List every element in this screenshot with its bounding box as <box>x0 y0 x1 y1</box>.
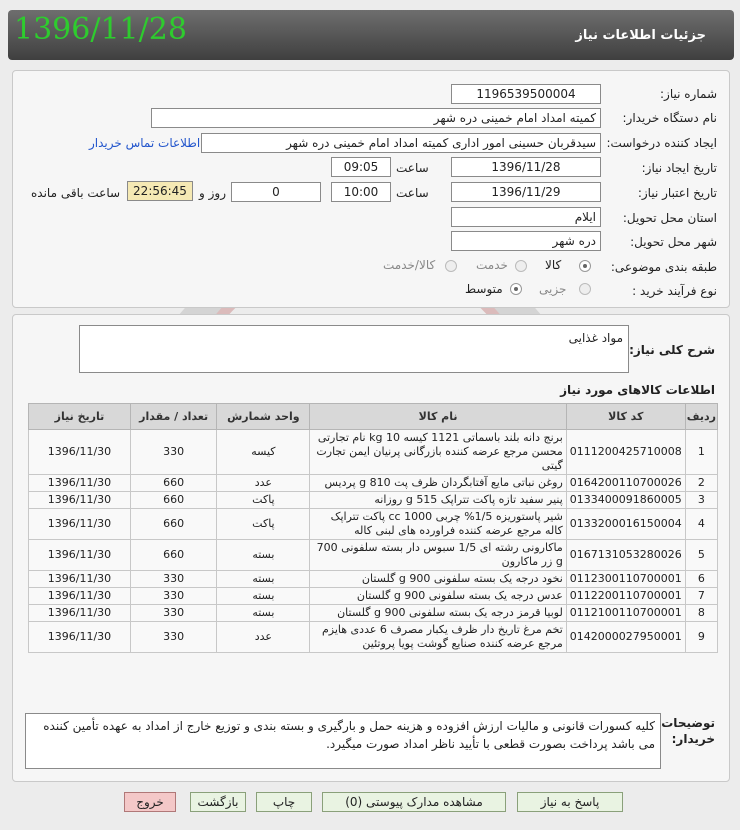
cell-row: 9 <box>685 622 717 653</box>
purchase-radio-minor[interactable] <box>579 283 591 295</box>
cell-code: 0112100110700001 <box>566 605 685 622</box>
cell-qty: 660 <box>130 509 217 540</box>
buyer-org-field: کمیته امداد امام خمینی دره شهر <box>151 108 601 128</box>
cell-qty: 330 <box>130 588 217 605</box>
cell-date: 1396/11/30 <box>29 430 131 475</box>
cell-unit: بسته <box>217 571 310 588</box>
cell-code: 0167131053280026 <box>566 540 685 571</box>
cell-row: 1 <box>685 430 717 475</box>
cell-qty: 330 <box>130 605 217 622</box>
need-info-panel <box>12 70 730 308</box>
created-time-field: 09:05 <box>331 157 391 177</box>
category-option-service: خدمت <box>476 258 508 272</box>
exit-button[interactable]: خروج <box>124 792 176 812</box>
cell-date: 1396/11/30 <box>29 605 131 622</box>
print-button[interactable]: چاپ <box>256 792 312 812</box>
cell-date: 1396/11/30 <box>29 509 131 540</box>
cell-code: 0142000027950001 <box>566 622 685 653</box>
province-label: استان محل تحویل: <box>622 211 717 225</box>
cell-unit: پاکت <box>217 492 310 509</box>
cell-name: برنج دانه بلند باسماتی 1121 کیسه 10 kg نام تجارتی محسن مرجع عرضه کننده بازرگانی پرنیان ایمن تجارت گیتی <box>310 430 566 475</box>
cell-qty: 660 <box>130 492 217 509</box>
table-row <box>29 492 718 509</box>
table-row <box>29 540 718 571</box>
created-date-field: 1396/11/28 <box>451 157 601 177</box>
category-option-goods: کالا <box>545 258 562 272</box>
buyer-contact-link[interactable]: اطلاعات تماس خریدار <box>89 136 201 150</box>
col-qty: تعداد / مقدار <box>130 404 217 430</box>
cell-row: 7 <box>685 588 717 605</box>
col-unit: واحد شمارش <box>217 404 310 430</box>
cell-unit: پاکت <box>217 509 310 540</box>
cell-qty: 330 <box>130 571 217 588</box>
cell-name: عدس درجه یک بسته سلفونی 900 g گلستان <box>310 588 566 605</box>
cell-code: 0112300110700001 <box>566 571 685 588</box>
summary-label: شرح کلی نیاز: <box>629 343 715 357</box>
col-code: کد کالا <box>566 404 685 430</box>
purchase-radio-medium[interactable] <box>510 283 522 295</box>
cell-row: 3 <box>685 492 717 509</box>
table-row <box>29 605 718 622</box>
cell-name: شیر پاستوریزه 1/5% چربی 1000 cc پاکت تتراپک کاله مرجع عرضه کننده فراورده های لبنی کاله <box>310 509 566 540</box>
table-row <box>29 430 718 475</box>
requester-field: سیدقربان حسینی امور اداری کمیته امداد امام خمینی دره شهر <box>201 133 601 153</box>
validity-date-label: تاریخ اعتبار نیاز: <box>637 186 717 200</box>
buyer-notes-label: توضیحات خریدار: <box>661 716 715 746</box>
cell-name: پنیر سفید تازه پاکت تتراپک 515 g روزانه <box>310 492 566 509</box>
reply-button[interactable]: پاسخ به نیاز <box>517 792 623 812</box>
province-field: ایلام <box>451 207 601 227</box>
remaining-time-field: 22:56:45 <box>127 181 193 201</box>
validity-time-label: ساعت <box>396 186 429 200</box>
created-date-label: تاریخ ایجاد نیاز: <box>641 161 717 175</box>
days-label: روز و <box>199 186 226 200</box>
cell-row: 4 <box>685 509 717 540</box>
cell-code: 0112200110700001 <box>566 588 685 605</box>
col-row: ردیف <box>685 404 717 430</box>
validity-date-field: 1396/11/29 <box>451 182 601 202</box>
buyer-org-label: نام دستگاه خریدار: <box>622 111 717 125</box>
table-row <box>29 475 718 492</box>
cell-name: لوبیا قرمز درجه یک بسته سلفونی 900 g گلستان <box>310 605 566 622</box>
category-radio-both[interactable] <box>445 260 457 272</box>
items-header-row <box>29 404 718 430</box>
category-option-both: کالا/خدمت <box>383 258 436 272</box>
category-radio-service[interactable] <box>515 260 527 272</box>
cell-code: 0133200016150004 <box>566 509 685 540</box>
cell-qty: 330 <box>130 622 217 653</box>
validity-time-field: 10:00 <box>331 182 391 202</box>
category-radio-goods[interactable] <box>579 260 591 272</box>
summary-field: مواد غذایی <box>79 325 629 373</box>
requester-label: ایجاد کننده درخواست: <box>606 136 717 150</box>
buyer-notes-field: کلیه کسورات قانونی و مالیات ارزش افزوده و هزینه حمل و بارگیری و بسته بندی و توزیع خارج از امداد به عهده تأمین کننده می باشد پرداخت بصورت قطعی با تأیید ناظر امداد صورت میگیرد. <box>25 713 661 769</box>
cell-name: ماکارونی رشته ای 1/5 سبوس دار بسته سلفونی 700 g زر ماکارون <box>310 540 566 571</box>
cell-unit: بسته <box>217 540 310 571</box>
purchase-option-minor: جزیی <box>539 282 567 296</box>
category-label: طبقه بندی موضوعی: <box>610 260 717 274</box>
back-button[interactable]: بازگشت <box>190 792 246 812</box>
page-title: جزئیات اطلاعات نیاز <box>575 28 706 43</box>
purchase-option-medium: متوسط <box>465 282 503 296</box>
need-number-field: 1196539500004 <box>451 84 601 104</box>
items-panel <box>12 314 730 782</box>
items-body <box>29 430 718 653</box>
col-date: تاریخ نیاز <box>29 404 131 430</box>
cell-row: 6 <box>685 571 717 588</box>
city-label: شهر محل تحویل: <box>630 235 717 249</box>
cell-date: 1396/11/30 <box>29 475 131 492</box>
city-field: دره شهر <box>451 231 601 251</box>
cell-row: 8 <box>685 605 717 622</box>
cell-unit: عدد <box>217 622 310 653</box>
cell-qty: 660 <box>130 540 217 571</box>
title-bar <box>8 10 734 60</box>
cell-date: 1396/11/30 <box>29 540 131 571</box>
date-stamp: 1396/11/28 <box>14 12 187 47</box>
cell-unit: عدد <box>217 475 310 492</box>
cell-unit: بسته <box>217 605 310 622</box>
need-number-label: شماره نیاز: <box>660 87 717 101</box>
col-name: نام کالا <box>310 404 566 430</box>
cell-date: 1396/11/30 <box>29 622 131 653</box>
created-time-label: ساعت <box>396 161 429 175</box>
purchase-type-label: نوع فرآیند خرید : <box>632 284 717 298</box>
cell-name: نخود درجه یک بسته سلفونی 900 g گلستان <box>310 571 566 588</box>
table-row <box>29 571 718 588</box>
cell-qty: 660 <box>130 475 217 492</box>
days-field: 0 <box>231 182 321 202</box>
cell-qty: 330 <box>130 430 217 475</box>
cell-date: 1396/11/30 <box>29 492 131 509</box>
cell-row: 5 <box>685 540 717 571</box>
cell-date: 1396/11/30 <box>29 571 131 588</box>
items-table <box>28 403 718 653</box>
cell-name: تخم مرغ تاریخ دار ظرف یکبار مصرف 6 عددی هایزم مرجع عرضه کننده صنایع گوشت پویا پروتئین <box>310 622 566 653</box>
cell-name: روغن نباتی مایع آفتابگردان ظرف پت 810 g پردیس <box>310 475 566 492</box>
attachments-button[interactable]: مشاهده مدارک پیوستی (0) <box>322 792 506 812</box>
cell-code: 0164200110700026 <box>566 475 685 492</box>
cell-code: 0111200425710008 <box>566 430 685 475</box>
cell-code: 0133400091860005 <box>566 492 685 509</box>
remaining-label: ساعت باقی مانده <box>31 186 121 200</box>
cell-date: 1396/11/30 <box>29 588 131 605</box>
table-row <box>29 509 718 540</box>
cell-unit: بسته <box>217 588 310 605</box>
table-row <box>29 622 718 653</box>
cell-row: 2 <box>685 475 717 492</box>
cell-unit: کیسه <box>217 430 310 475</box>
items-section-title: اطلاعات کالاهای مورد نیاز <box>560 383 715 397</box>
table-row <box>29 588 718 605</box>
